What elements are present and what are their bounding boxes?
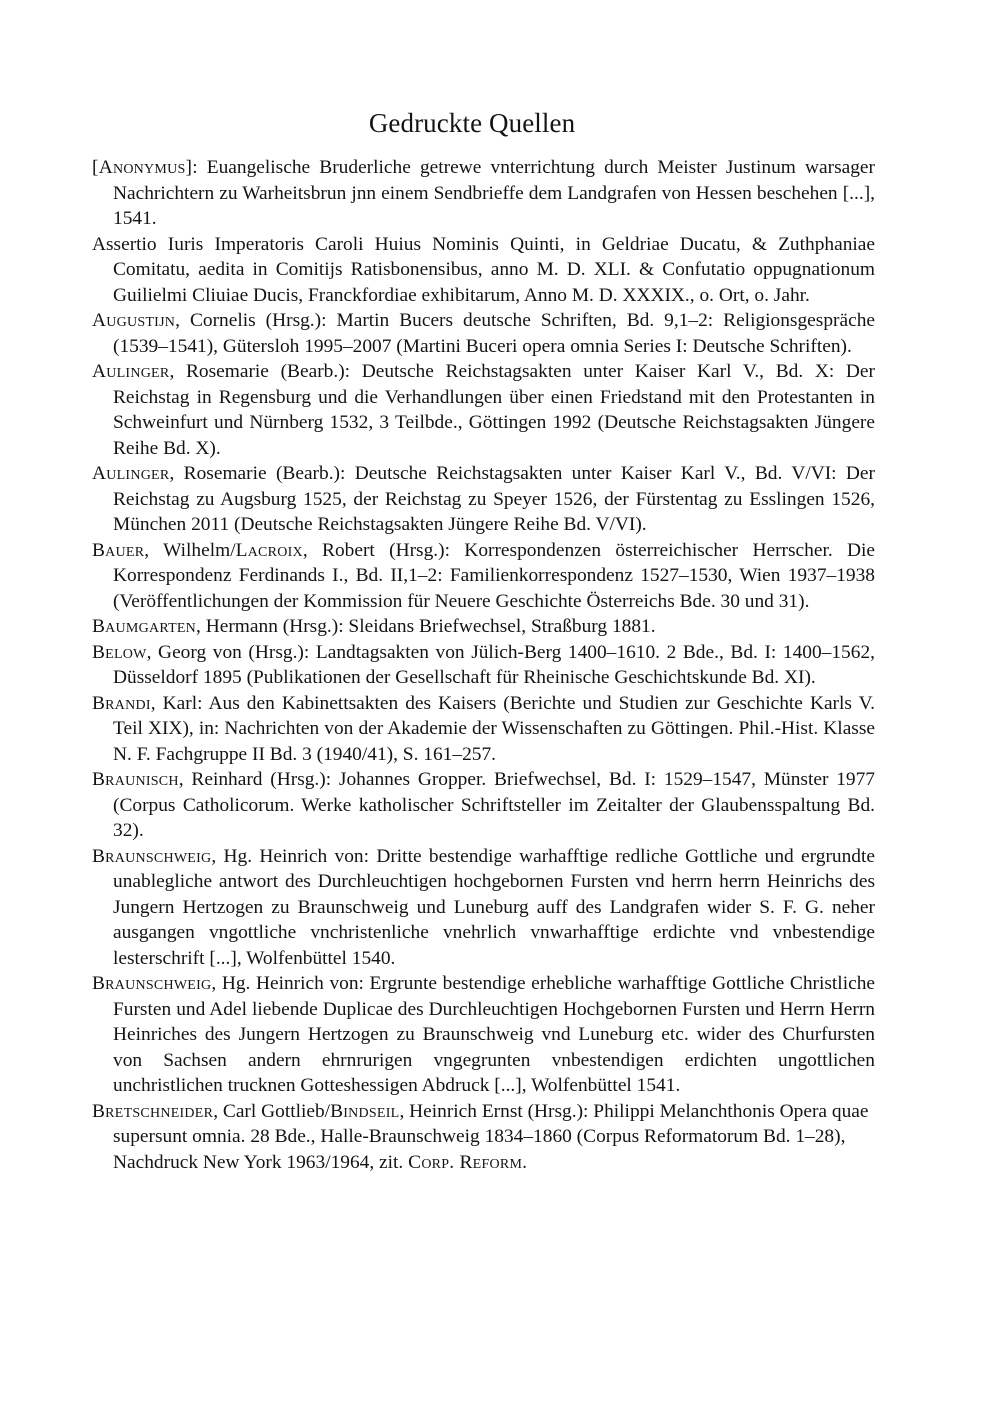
bibliography-entry [92,155,875,232]
entry-author: Aulinger [92,463,170,484]
entry-text: , Cornelis (Hrsg.): Martin Bucers deutsche Schriften, Bd. 9,1–2: Religionsgespräche (1539–1541), Gütersloh 1995–2007 (Martini Buceri opera omnia Series I: Deutsche Schriften). [113,310,875,357]
entry-author: Baumgarten [92,616,197,637]
bibliography-entry [92,640,875,691]
entry-author: Below [92,641,147,663]
entry-text: , Heinrich Ernst (Hrsg.): Philippi Melanchthonis Opera quae supersunt omnia. 28 Bde., Halle-Braunschweig 1834–1860 (Corpus Reformatorum Bd. 1–28), Nachdruck New York 1963/1964, zit. [113,1100,869,1173]
page-title: Gedruckte Quellen [368,108,576,138]
bibliography-entry [92,844,875,972]
entry-author: Braunschweig [92,845,212,867]
entry-coauthor: Lacroix [235,539,303,561]
bibliography-entry [92,308,875,359]
bibliography-entry [92,614,875,640]
bibliography-entry [92,538,875,615]
entry-text: , Karl: Aus den Kabinettsakten des Kaisers (Berichte und Studien zur Geschichte Karls V. Teil XIX), in: Nachrichten von der Akademie der Wissenschaften zu Göttingen. Phil.-Hist. Klasse N. F. Fachgruppe II Bd. 3 (1940/41), S. 161–257. [113,692,875,765]
entry-text: , Rosemarie (Bearb.): Deutsche Reichstagsakten unter Kaiser Karl V., Bd. X: Der Reichstag in Regensburg und die Verhandlungen über einen Friedstand mit den Protestanten in Schweinfurt und Nürnberg 1532, 3 Teilbde., Göttingen 1992 (Deutsche Reichstagsakten Jüngere Reihe Bd. X). [113,361,875,459]
entry-author: Braunisch [92,769,179,790]
bibliography-list [92,155,875,1175]
entry-author: [Anonymus] [92,157,193,178]
entry-text: Assertio Iuris Imperatoris Caroli Huius Nominis Quinti, in Geldriae Ducatu, & Zuthphaniae Comitatu, aedita in Comitijs Ratisbonensibus, anno M. D. XLI. & Confutatio oppugnationum Guilielmi Cliuiae Ducis, Franckfordiae exhibitarum, Anno M. D. XXXIX., o. Ort, o. Jahr. [92,233,875,306]
entry-author-separator: , Carl Gottlieb/ [213,1100,331,1122]
entry-author: Augustijn [92,310,176,331]
entry-text: : Euangelische Bruderliche getrewe vnterrichtung durch Meister Justinum warsager Nachrichtern zu Warheitsbrun jnn einem Sendbrieffe dem Landgrafen von Hessen beschehen [...], 1541. [113,157,875,229]
entry-text: , Reinhard (Hrsg.): Johannes Gropper. Briefwechsel, Bd. I: 1529–1547, Münster 1977 (Corpus Catholicorum. Werke katholischer Schriftsteller im Zeitalter der Glaubensspaltung Bd. 32). [113,769,875,841]
entry-author: Bauer [92,539,145,561]
entry-text: , Hermann (Hrsg.): Sleidans Briefwechsel, Straßburg 1881. [196,616,656,637]
bibliography-entry [92,232,875,309]
bibliography-entry [92,971,875,1099]
entry-text: , Robert (Hrsg.): Korrespondenzen österreichischer Herrscher. Die Korrespondenz Ferdinands I., Bd. II,1–2: Familienkorrespondenz 1527–1530, Wien 1937–1938 (Veröffentlichungen der Kommission für Neuere Geschichte Österreichs Bde. 30 und 31). [113,539,875,612]
bibliography-entry [92,461,875,538]
entry-text: , Georg von (Hrsg.): Landtagsakten von Jülich-Berg 1400–1610. 2 Bde., Bd. I: 1400–1562, Düsseldorf 1895 (Publikationen der Gesellschaft für Rheinische Geschichtskunde Bd. XI). [113,641,875,688]
entry-author-separator: , Wilhelm/ [144,539,236,561]
entry-author: Bretschneider [92,1100,214,1122]
entry-author: Aulinger [92,361,170,382]
entry-citation-abbrev: Corp. Reform. [408,1151,528,1173]
entry-text: , Hg. Heinrich von: Ergrunte bestendige erhebliche warhafftige Gottliche Christliche Fursten und Adel liebende Duplicae des Durchleuchtigen Hochgebornen Fursten und Herrn Herrn Heinriches des Jungern Hertzogen zu Braunschweig vnd Luneburg etc. wider des Churfursten von Sachsen andern ehrnrurigen vngegrunten vnbestendigen erdichten ungottlichen unchristlichen trucknen Gotteshessigen Abdruck [...], Wolfenbüttel 1541. [113,973,875,1096]
entry-text: , Rosemarie (Bearb.): Deutsche Reichstagsakten unter Kaiser Karl V., Bd. V/VI: Der Reichstag zu Augsburg 1525, der Reichstag zu Speyer 1526, der Fürstentag zu Esslingen 1526, München 2011 (Deutsche Reichstagsakten Jüngere Reihe Bd. V/VI). [113,463,875,535]
entry-author: Brandi [92,692,151,714]
bibliography-entry [92,691,875,768]
entry-text: , Hg. Heinrich von: Dritte bestendige warhafftige redliche Gottliche und ergrundte unablegliche antwort des Durchleuchtigen hochgebornen Fursten vnd herrn herrn Heinrichs des Jungern Hertzogen zu Braunschweig und Luneburg auff des Landgrafen wider S. F. G. neher ausgangen vngottliche vnchristenliche vnehrlich vnwarhafftige erdichte vnd vnbestendige lesterschrift [...], Wolfenbüttel 1540. [113,845,875,969]
entry-author: Braunschweig [92,973,212,994]
bibliography-entry [92,767,875,844]
entry-coauthor: Bindseil [330,1100,400,1122]
bibliography-entry [92,1099,875,1176]
bibliography-entry [92,359,875,461]
